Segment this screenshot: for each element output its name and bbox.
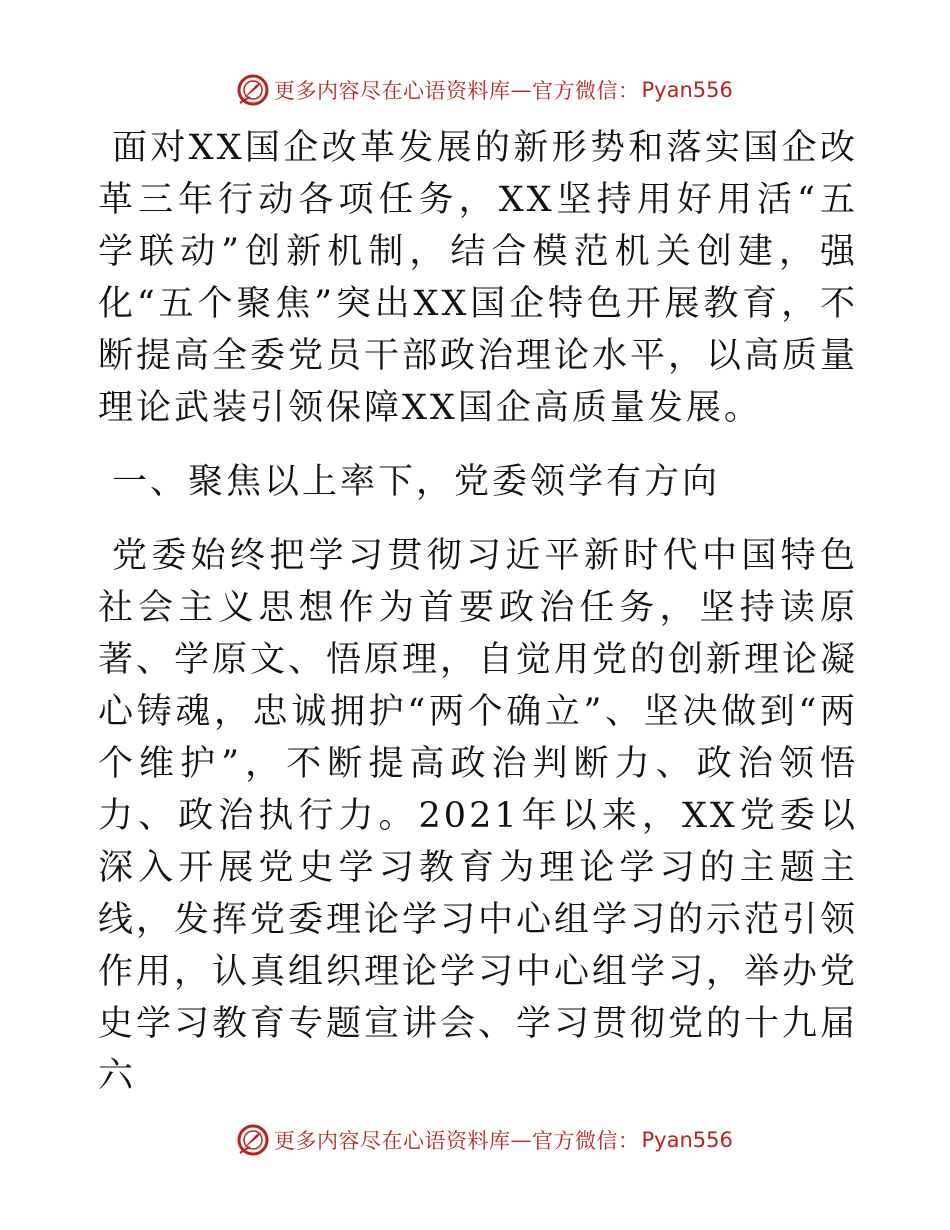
footer-watermark <box>236 1122 733 1158</box>
paragraph-section1: 党委始终把学习贯彻习近平新时代中国特色社会主义思想作为首要政治任务，坚持读原著、学原文、悟原理，自觉用党的创新理论凝心铸魂，忠诚拥护“两个确立”、坚决做到“两个维护”，不断提高政治判断力、政治领悟力、政治执行力。2021年以来，XX党委以深入开展党史学习教育为理论学习的主题主线，发挥党委理论学习中心组学习的示范引领作用，认真组织理论学习中心组学习，举办党史学习教育专题宣讲会、学习贯彻党的十九届六 <box>98 536 859 1096</box>
watermark-text: 更多内容尽在心语资料库 <box>274 79 511 103</box>
watermark-text: 更多内容尽在心语资料库 <box>274 1129 511 1153</box>
section-heading: 一、聚焦以上率下，党委领学有方向 <box>112 462 721 502</box>
watermark-account: Pyan556 <box>641 1128 733 1152</box>
brand-logo-icon <box>236 1123 270 1157</box>
paragraph-intro: 面对XX国企改革发展的新形势和落实国企改革三年行动各项任务，XX坚持用好用活“五学联动”创新机制，结合模范机关创建，强化“五个聚焦”突出XX国企特色开展教育，不断提高全委党员干部政治理论水平，以高质量理论武装引领保障XX国企高质量发展。 <box>98 128 859 428</box>
watermark-label: 官方微信： <box>532 1129 640 1153</box>
header-watermark <box>236 72 733 108</box>
watermark-dash: — <box>510 78 532 102</box>
brand-logo-icon <box>236 73 270 107</box>
watermark-label: 官方微信： <box>532 79 640 103</box>
watermark-account: Pyan556 <box>641 78 733 102</box>
document-body <box>98 122 858 1102</box>
watermark-dash: — <box>510 1128 532 1152</box>
